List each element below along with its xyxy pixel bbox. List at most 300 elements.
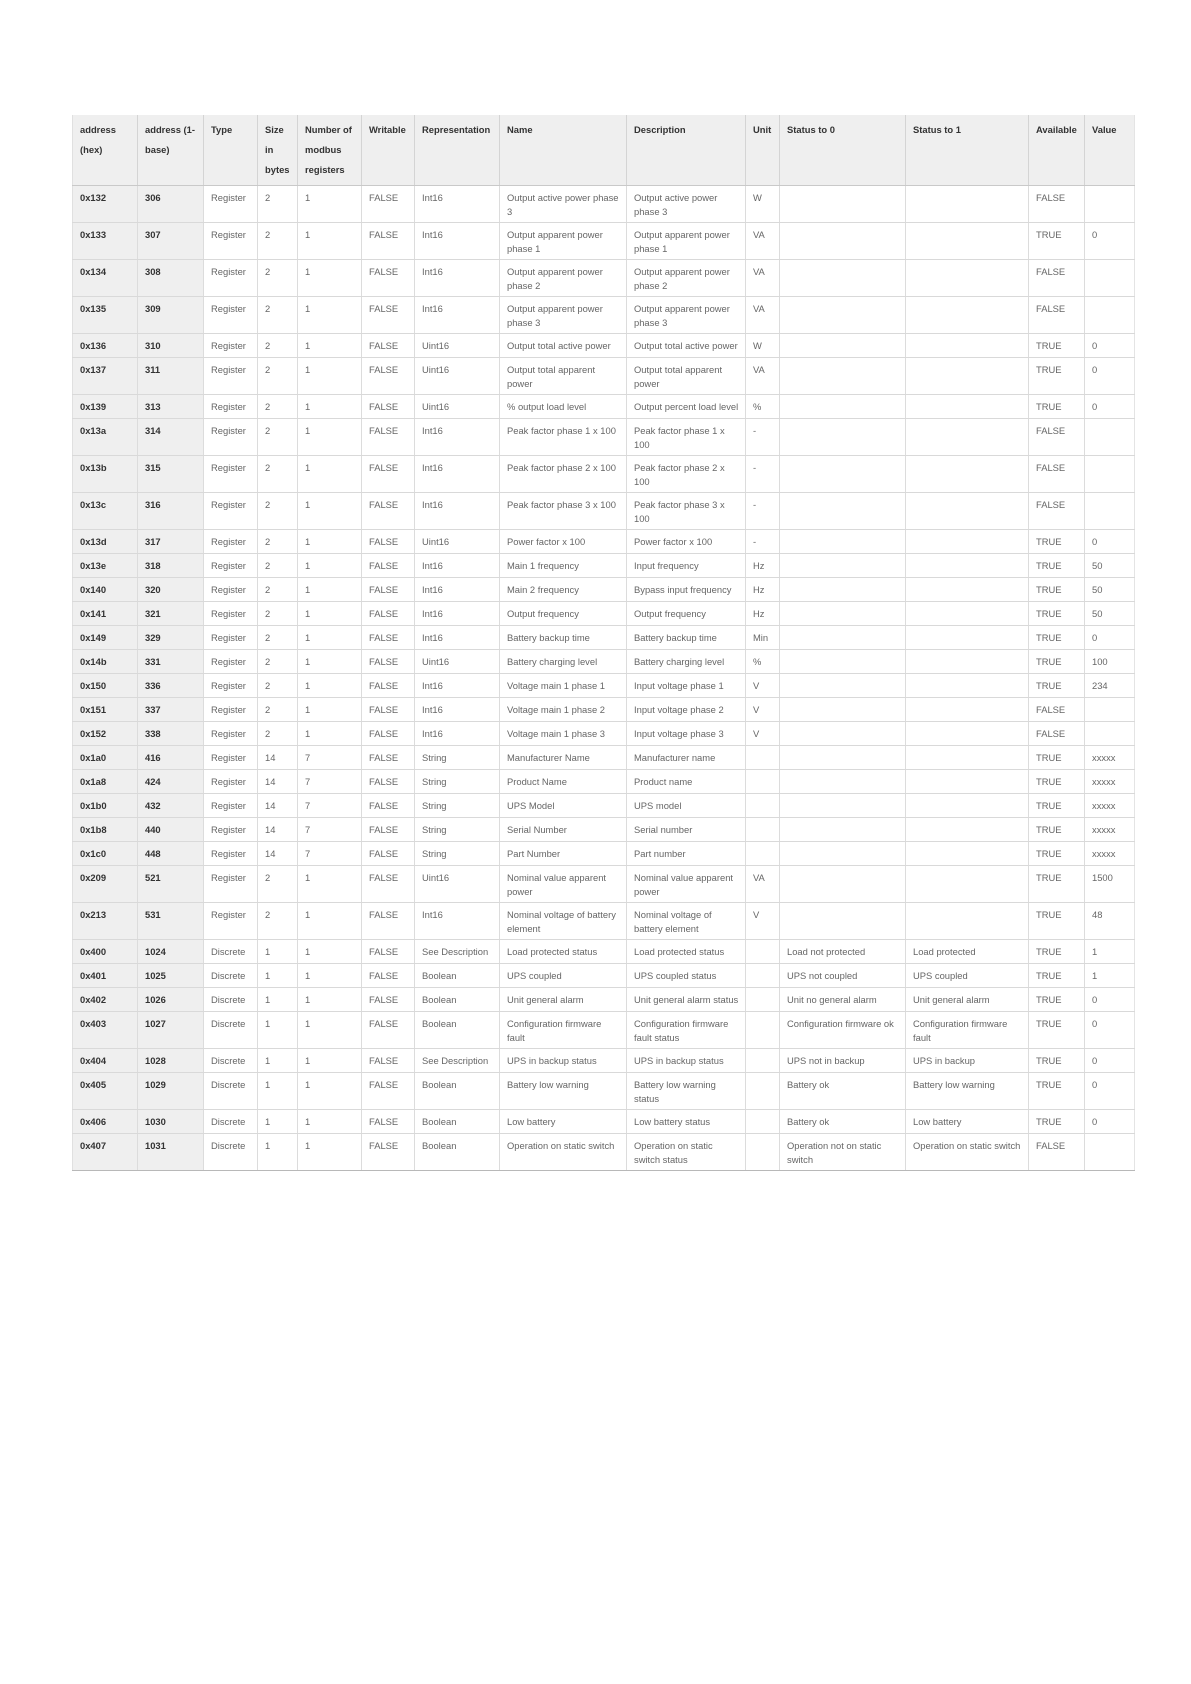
description-cell: Battery low warning status	[627, 1073, 746, 1110]
available-cell: TRUE	[1029, 746, 1085, 770]
description-cell: Input voltage phase 3	[627, 722, 746, 746]
registers-cell: 1	[298, 674, 362, 698]
unit-cell	[746, 794, 780, 818]
address-1base-cell: 313	[138, 395, 204, 419]
value-cell	[1085, 1134, 1135, 1171]
table-row	[73, 964, 1135, 988]
representation-cell: String	[415, 746, 500, 770]
unit-cell	[746, 818, 780, 842]
available-cell: TRUE	[1029, 940, 1085, 964]
available-cell: FALSE	[1029, 186, 1085, 223]
status1-cell	[906, 554, 1029, 578]
representation-cell: Boolean	[415, 1134, 500, 1171]
size-cell: 2	[258, 419, 298, 456]
status0-cell	[780, 626, 906, 650]
table-row	[73, 866, 1135, 903]
representation-cell: Boolean	[415, 988, 500, 1012]
representation-cell: Uint16	[415, 334, 500, 358]
status0-cell: Battery ok	[780, 1110, 906, 1134]
unit-cell: Hz	[746, 578, 780, 602]
table-row	[73, 818, 1135, 842]
name-cell: Unit general alarm	[500, 988, 627, 1012]
address-hex-cell: 0x133	[73, 223, 138, 260]
description-cell: Peak factor phase 1 x 100	[627, 419, 746, 456]
description-cell: Serial number	[627, 818, 746, 842]
description-cell: Power factor x 100	[627, 530, 746, 554]
type-cell: Register	[204, 746, 258, 770]
status0-cell	[780, 842, 906, 866]
status0-cell	[780, 698, 906, 722]
unit-cell: V	[746, 903, 780, 940]
address-1base-cell: 1031	[138, 1134, 204, 1171]
table-row	[73, 1110, 1135, 1134]
writable-cell: FALSE	[362, 260, 415, 297]
representation-cell: Uint16	[415, 530, 500, 554]
unit-cell: -	[746, 419, 780, 456]
name-cell: Serial Number	[500, 818, 627, 842]
name-cell: Nominal voltage of battery element	[500, 903, 627, 940]
registers-cell: 1	[298, 419, 362, 456]
available-cell: TRUE	[1029, 626, 1085, 650]
address-hex-cell: 0x405	[73, 1073, 138, 1110]
value-cell: 0	[1085, 626, 1135, 650]
address-hex-cell: 0x403	[73, 1012, 138, 1049]
status0-cell: Configuration firmware ok	[780, 1012, 906, 1049]
type-cell: Register	[204, 674, 258, 698]
value-cell: 50	[1085, 554, 1135, 578]
status0-cell	[780, 493, 906, 530]
name-cell: UPS in backup status	[500, 1049, 627, 1073]
writable-cell: FALSE	[362, 578, 415, 602]
representation-cell: Int16	[415, 602, 500, 626]
table-row	[73, 770, 1135, 794]
name-cell: Power factor x 100	[500, 530, 627, 554]
writable-cell: FALSE	[362, 395, 415, 419]
representation-cell: Int16	[415, 698, 500, 722]
address-1base-cell: 521	[138, 866, 204, 903]
status0-cell	[780, 794, 906, 818]
representation-cell: Boolean	[415, 964, 500, 988]
size-cell: 2	[258, 866, 298, 903]
address-1base-cell: 314	[138, 419, 204, 456]
table-row	[73, 334, 1135, 358]
status1-cell	[906, 650, 1029, 674]
address-1base-cell: 321	[138, 602, 204, 626]
table-row	[73, 940, 1135, 964]
value-cell	[1085, 186, 1135, 223]
size-cell: 2	[258, 650, 298, 674]
address-1base-cell: 311	[138, 358, 204, 395]
header-representation: Representation	[415, 115, 500, 186]
representation-cell: Int16	[415, 419, 500, 456]
size-cell: 14	[258, 794, 298, 818]
available-cell: TRUE	[1029, 770, 1085, 794]
address-hex-cell: 0x1a8	[73, 770, 138, 794]
address-1base-cell: 310	[138, 334, 204, 358]
description-cell: Output total active power	[627, 334, 746, 358]
unit-cell: W	[746, 334, 780, 358]
unit-cell	[746, 746, 780, 770]
writable-cell: FALSE	[362, 1049, 415, 1073]
writable-cell: FALSE	[362, 722, 415, 746]
size-cell: 14	[258, 842, 298, 866]
value-cell: 0	[1085, 334, 1135, 358]
registers-cell: 7	[298, 818, 362, 842]
header-size-bytes: Size in bytes	[258, 115, 298, 186]
unit-cell	[746, 964, 780, 988]
writable-cell: FALSE	[362, 493, 415, 530]
status1-cell	[906, 530, 1029, 554]
unit-cell: %	[746, 395, 780, 419]
status1-cell: Low battery	[906, 1110, 1029, 1134]
registers-cell: 1	[298, 1073, 362, 1110]
name-cell: Low battery	[500, 1110, 627, 1134]
writable-cell: FALSE	[362, 842, 415, 866]
address-1base-cell: 1027	[138, 1012, 204, 1049]
type-cell: Register	[204, 698, 258, 722]
representation-cell: See Description	[415, 940, 500, 964]
size-cell: 2	[258, 223, 298, 260]
type-cell: Discrete	[204, 1049, 258, 1073]
value-cell: 0	[1085, 530, 1135, 554]
value-cell: xxxxx	[1085, 770, 1135, 794]
representation-cell: Int16	[415, 493, 500, 530]
value-cell: 48	[1085, 903, 1135, 940]
size-cell: 2	[258, 530, 298, 554]
status1-cell	[906, 334, 1029, 358]
type-cell: Register	[204, 903, 258, 940]
description-cell: Output frequency	[627, 602, 746, 626]
table-row	[73, 554, 1135, 578]
status1-cell	[906, 260, 1029, 297]
size-cell: 2	[258, 358, 298, 395]
writable-cell: FALSE	[362, 988, 415, 1012]
type-cell: Register	[204, 530, 258, 554]
table-row	[73, 1073, 1135, 1110]
status1-cell: UPS coupled	[906, 964, 1029, 988]
writable-cell: FALSE	[362, 1012, 415, 1049]
address-hex-cell: 0x213	[73, 903, 138, 940]
registers-cell: 1	[298, 1110, 362, 1134]
header-available: Available	[1029, 115, 1085, 186]
address-1base-cell: 1026	[138, 988, 204, 1012]
description-cell: Nominal voltage of battery element	[627, 903, 746, 940]
description-cell: Unit general alarm status	[627, 988, 746, 1012]
header-status-0: Status to 0	[780, 115, 906, 186]
table-row	[73, 698, 1135, 722]
available-cell: TRUE	[1029, 903, 1085, 940]
table-row	[73, 297, 1135, 334]
type-cell: Discrete	[204, 1134, 258, 1171]
value-cell: 0	[1085, 1012, 1135, 1049]
writable-cell: FALSE	[362, 626, 415, 650]
status1-cell	[906, 493, 1029, 530]
writable-cell: FALSE	[362, 698, 415, 722]
registers-cell: 7	[298, 746, 362, 770]
size-cell: 1	[258, 1012, 298, 1049]
status0-cell	[780, 334, 906, 358]
status0-cell: Load not protected	[780, 940, 906, 964]
table-row	[73, 578, 1135, 602]
address-hex-cell: 0x13d	[73, 530, 138, 554]
name-cell: % output load level	[500, 395, 627, 419]
registers-cell: 7	[298, 770, 362, 794]
registers-cell: 1	[298, 698, 362, 722]
table-row	[73, 674, 1135, 698]
unit-cell	[746, 770, 780, 794]
name-cell: Voltage main 1 phase 2	[500, 698, 627, 722]
type-cell: Register	[204, 770, 258, 794]
representation-cell: Uint16	[415, 650, 500, 674]
value-cell	[1085, 698, 1135, 722]
status1-cell	[906, 903, 1029, 940]
unit-cell: VA	[746, 297, 780, 334]
writable-cell: FALSE	[362, 456, 415, 493]
registers-cell: 1	[298, 395, 362, 419]
address-hex-cell: 0x13e	[73, 554, 138, 578]
unit-cell: VA	[746, 223, 780, 260]
representation-cell: Int16	[415, 186, 500, 223]
header-value: Value	[1085, 115, 1135, 186]
representation-cell: Boolean	[415, 1073, 500, 1110]
description-cell: Operation on static switch status	[627, 1134, 746, 1171]
description-cell: Product name	[627, 770, 746, 794]
size-cell: 2	[258, 260, 298, 297]
type-cell: Register	[204, 818, 258, 842]
address-1base-cell: 416	[138, 746, 204, 770]
available-cell: TRUE	[1029, 988, 1085, 1012]
status1-cell	[906, 602, 1029, 626]
value-cell: 0	[1085, 1049, 1135, 1073]
description-cell: Low battery status	[627, 1110, 746, 1134]
type-cell: Discrete	[204, 1012, 258, 1049]
status0-cell	[780, 818, 906, 842]
address-hex-cell: 0x139	[73, 395, 138, 419]
size-cell: 2	[258, 186, 298, 223]
value-cell: xxxxx	[1085, 818, 1135, 842]
representation-cell: Int16	[415, 223, 500, 260]
value-cell	[1085, 260, 1135, 297]
writable-cell: FALSE	[362, 358, 415, 395]
registers-cell: 1	[298, 1134, 362, 1171]
status1-cell	[906, 770, 1029, 794]
address-hex-cell: 0x152	[73, 722, 138, 746]
type-cell: Discrete	[204, 940, 258, 964]
address-1base-cell: 317	[138, 530, 204, 554]
type-cell: Register	[204, 223, 258, 260]
size-cell: 2	[258, 578, 298, 602]
address-1base-cell: 307	[138, 223, 204, 260]
name-cell: Peak factor phase 3 x 100	[500, 493, 627, 530]
writable-cell: FALSE	[362, 818, 415, 842]
writable-cell: FALSE	[362, 903, 415, 940]
address-1base-cell: 336	[138, 674, 204, 698]
address-hex-cell: 0x134	[73, 260, 138, 297]
representation-cell: String	[415, 794, 500, 818]
value-cell: 50	[1085, 602, 1135, 626]
type-cell: Register	[204, 722, 258, 746]
name-cell: Output apparent power phase 3	[500, 297, 627, 334]
header-address-1base: address (1-base)	[138, 115, 204, 186]
name-cell: Voltage main 1 phase 3	[500, 722, 627, 746]
name-cell: Output frequency	[500, 602, 627, 626]
name-cell: Peak factor phase 1 x 100	[500, 419, 627, 456]
address-hex-cell: 0x137	[73, 358, 138, 395]
table-row	[73, 419, 1135, 456]
registers-cell: 1	[298, 722, 362, 746]
table-row	[73, 794, 1135, 818]
table-row	[73, 456, 1135, 493]
available-cell: TRUE	[1029, 818, 1085, 842]
header-num-registers: Number of modbus registers	[298, 115, 362, 186]
type-cell: Register	[204, 334, 258, 358]
address-hex-cell: 0x136	[73, 334, 138, 358]
description-cell: Input voltage phase 1	[627, 674, 746, 698]
value-cell: 0	[1085, 1110, 1135, 1134]
name-cell: Manufacturer Name	[500, 746, 627, 770]
address-1base-cell: 331	[138, 650, 204, 674]
address-1base-cell: 320	[138, 578, 204, 602]
name-cell: Battery charging level	[500, 650, 627, 674]
unit-cell	[746, 940, 780, 964]
status0-cell	[780, 186, 906, 223]
status0-cell	[780, 650, 906, 674]
address-1base-cell: 424	[138, 770, 204, 794]
writable-cell: FALSE	[362, 674, 415, 698]
unit-cell: VA	[746, 866, 780, 903]
description-cell: Load protected status	[627, 940, 746, 964]
size-cell: 2	[258, 674, 298, 698]
size-cell: 14	[258, 770, 298, 794]
value-cell: 0	[1085, 988, 1135, 1012]
address-hex-cell: 0x13a	[73, 419, 138, 456]
registers-cell: 1	[298, 988, 362, 1012]
registers-cell: 1	[298, 297, 362, 334]
status1-cell	[906, 186, 1029, 223]
description-cell: Battery charging level	[627, 650, 746, 674]
description-cell: Output apparent power phase 2	[627, 260, 746, 297]
type-cell: Register	[204, 554, 258, 578]
status0-cell	[780, 602, 906, 626]
unit-cell: W	[746, 186, 780, 223]
address-1base-cell: 440	[138, 818, 204, 842]
representation-cell: Int16	[415, 722, 500, 746]
status1-cell: UPS in backup	[906, 1049, 1029, 1073]
address-hex-cell: 0x1b8	[73, 818, 138, 842]
writable-cell: FALSE	[362, 297, 415, 334]
size-cell: 2	[258, 903, 298, 940]
value-cell: 100	[1085, 650, 1135, 674]
table-row	[73, 1134, 1135, 1171]
document-page	[72, 115, 1134, 1171]
value-cell: 1500	[1085, 866, 1135, 903]
registers-cell: 1	[298, 530, 362, 554]
description-cell: Part number	[627, 842, 746, 866]
representation-cell: Uint16	[415, 358, 500, 395]
registers-cell: 7	[298, 842, 362, 866]
size-cell: 2	[258, 334, 298, 358]
address-1base-cell: 432	[138, 794, 204, 818]
type-cell: Register	[204, 186, 258, 223]
address-1base-cell: 1030	[138, 1110, 204, 1134]
status1-cell	[906, 419, 1029, 456]
status0-cell: Unit no general alarm	[780, 988, 906, 1012]
status1-cell: Configuration firmware fault	[906, 1012, 1029, 1049]
available-cell: TRUE	[1029, 334, 1085, 358]
description-cell: Nominal value apparent power	[627, 866, 746, 903]
address-hex-cell: 0x401	[73, 964, 138, 988]
address-hex-cell: 0x135	[73, 297, 138, 334]
address-hex-cell: 0x400	[73, 940, 138, 964]
table-row	[73, 186, 1135, 223]
writable-cell: FALSE	[362, 186, 415, 223]
status0-cell	[780, 578, 906, 602]
size-cell: 14	[258, 746, 298, 770]
type-cell: Register	[204, 650, 258, 674]
description-cell: UPS model	[627, 794, 746, 818]
unit-cell	[746, 1049, 780, 1073]
address-1base-cell: 337	[138, 698, 204, 722]
status1-cell	[906, 358, 1029, 395]
name-cell: Load protected status	[500, 940, 627, 964]
table-row	[73, 493, 1135, 530]
size-cell: 2	[258, 602, 298, 626]
name-cell: UPS Model	[500, 794, 627, 818]
header-row	[73, 115, 1135, 186]
status0-cell	[780, 554, 906, 578]
writable-cell: FALSE	[362, 1073, 415, 1110]
status0-cell	[780, 866, 906, 903]
status0-cell	[780, 456, 906, 493]
name-cell: Peak factor phase 2 x 100	[500, 456, 627, 493]
table-row	[73, 260, 1135, 297]
representation-cell: Boolean	[415, 1110, 500, 1134]
status1-cell	[906, 578, 1029, 602]
table-row	[73, 722, 1135, 746]
registers-cell: 1	[298, 1049, 362, 1073]
size-cell: 1	[258, 1073, 298, 1110]
address-1base-cell: 1028	[138, 1049, 204, 1073]
representation-cell: Int16	[415, 456, 500, 493]
registers-cell: 1	[298, 578, 362, 602]
value-cell: xxxxx	[1085, 842, 1135, 866]
unit-cell: V	[746, 722, 780, 746]
name-cell: UPS coupled	[500, 964, 627, 988]
registers-cell: 1	[298, 626, 362, 650]
header-name: Name	[500, 115, 627, 186]
representation-cell: Int16	[415, 297, 500, 334]
status0-cell	[780, 395, 906, 419]
unit-cell: VA	[746, 260, 780, 297]
header-unit: Unit	[746, 115, 780, 186]
representation-cell: Int16	[415, 674, 500, 698]
status1-cell: Battery low warning	[906, 1073, 1029, 1110]
address-hex-cell: 0x141	[73, 602, 138, 626]
address-hex-cell: 0x1c0	[73, 842, 138, 866]
type-cell: Register	[204, 578, 258, 602]
unit-cell: Hz	[746, 602, 780, 626]
registers-cell: 1	[298, 964, 362, 988]
type-cell: Discrete	[204, 988, 258, 1012]
unit-cell	[746, 842, 780, 866]
available-cell: FALSE	[1029, 419, 1085, 456]
representation-cell: Boolean	[415, 1012, 500, 1049]
writable-cell: FALSE	[362, 602, 415, 626]
status1-cell	[906, 456, 1029, 493]
type-cell: Register	[204, 395, 258, 419]
address-hex-cell: 0x1a0	[73, 746, 138, 770]
address-1base-cell: 318	[138, 554, 204, 578]
